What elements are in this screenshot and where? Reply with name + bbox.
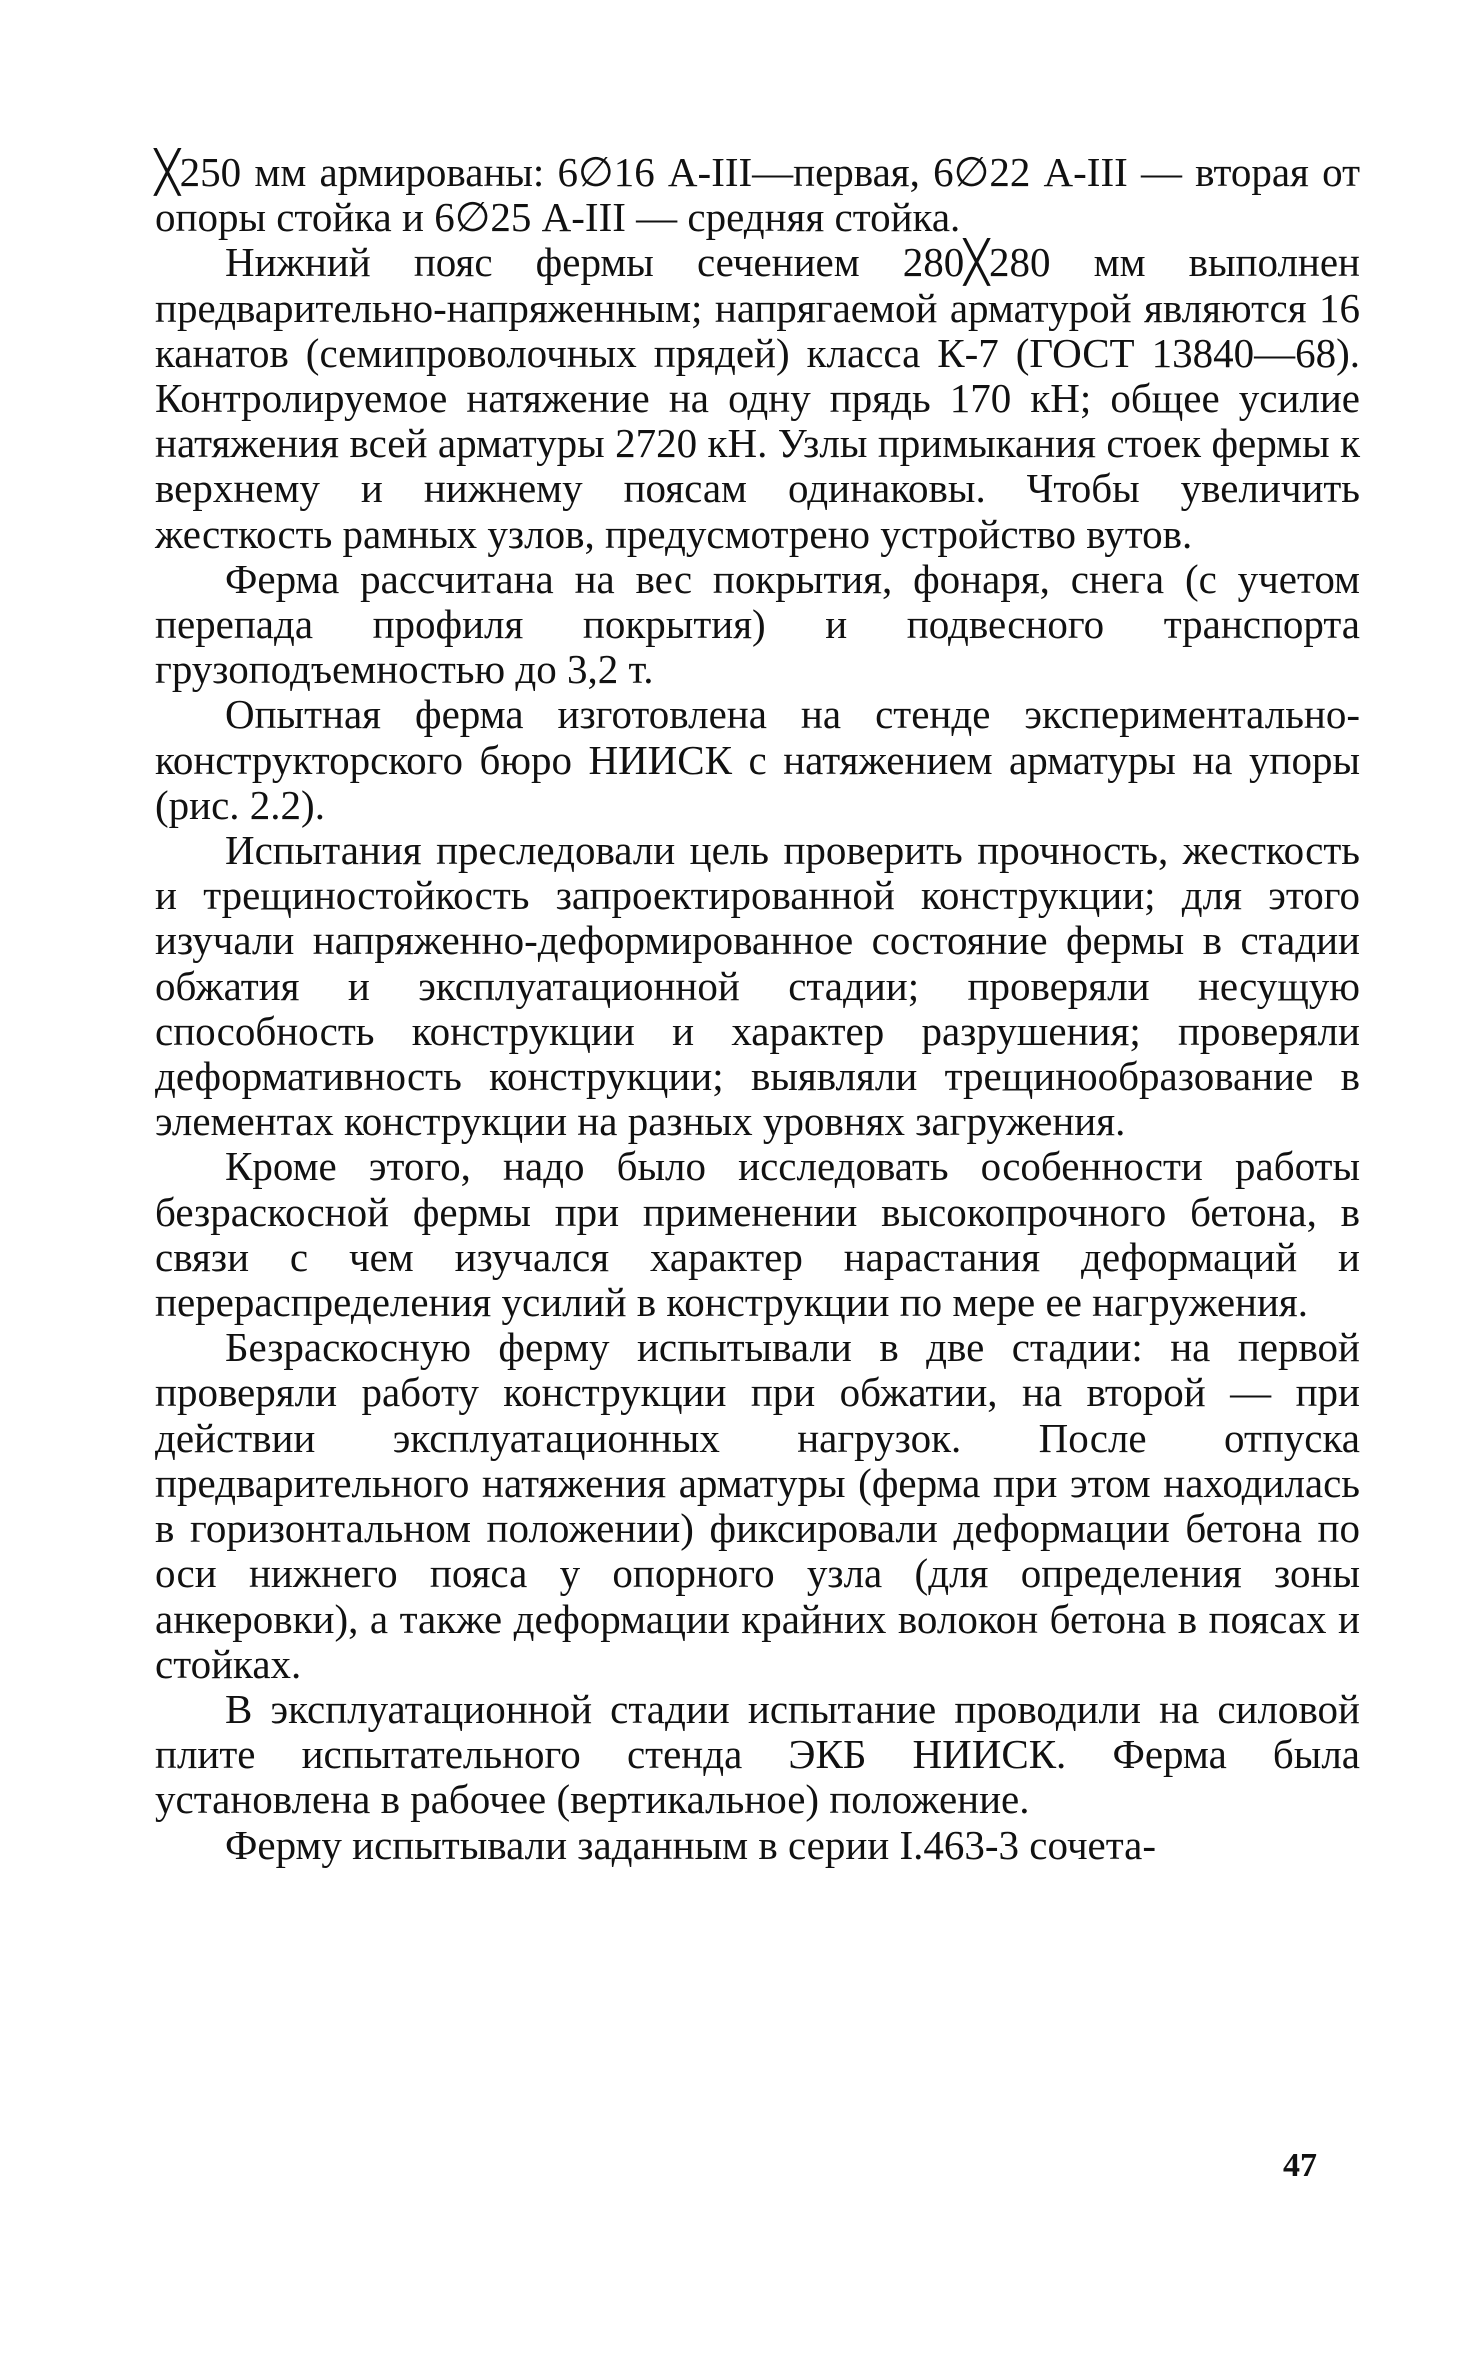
page-body — [155, 150, 1360, 1868]
paragraph-lower-chord: Нижний пояс фермы сечением 280╳280 мм выполнен предварительно-напряженным; напрягаемой арматурой являются 16 канатов (семипроволочных прядей) класса К-7 (ГОСТ 13840—68). Контролируемое натяжение на одну прядь 170 кН; общее усилие натяжения всей арматуры 2720 кН. Узлы примыкания стоек фермы к верхнему и нижнему поясам одинаковы. Чтобы увеличить жесткость рамных узлов, предусмотрено устройство вутов. — [155, 239, 1360, 557]
paragraph-test-stages: Безраскосную ферму испытывали в две стадии: на первой проверяли работу конструкции при обжатии, на второй — при действии эксплуатационных нагрузок. После отпуска предварительного натяжения арматуры (ферма при этом находилась в горизонтальном положении) фиксировали деформации бетона по оси нижнего пояса у опорного узла (для определения зоны анкеровки), а также деформации крайних волокон бетона в поясах и стойках. — [155, 1324, 1360, 1687]
paragraph-design-loads: Ферма рассчитана на вес покрытия, фонаря, снега (с учетом перепада профиля покрытия) и подвесного транспорта грузоподъемностью до 3,2 т. — [155, 555, 1360, 693]
paragraph-operational-stage: В эксплуатационной стадии испытание проводили на силовой плите испытательного стенда ЭКБ НИИСК. Ферма была установлена в рабочее (вертикальное) положение. — [155, 1685, 1360, 1823]
paragraph-continuation: ╳250 мм армированы: 6∅16 А-III—первая, 6∅22 А-III — вторая от опоры стойка и 6∅25 А-III — средняя стойка. — [155, 149, 1360, 241]
paragraph-research-features: Кроме этого, надо было исследовать особенности работы безраскосной фермы при применении высокопрочного бетона, в связи с чем изучался характер нарастания деформаций и перераспределения усилий в конструкции по мере ее нагружения. — [155, 1143, 1360, 1326]
paragraph-prototype: Опытная ферма изготовлена на стенде экспериментально-конструкторского бюро НИИСК с натяжением арматуры на упоры (рис. 2.2). — [155, 691, 1360, 828]
paragraph-load-combinations: Ферму испытывали заданным в серии I.463-3 сочета- — [225, 1821, 1157, 1868]
page-number: 47 — [1283, 2147, 1317, 2184]
paragraph-test-goals: Испытания преследовали цель проверить прочность, жесткость и трещиностойкость запроектированной конструкции; для этого изучали напряженно-деформированное состояние фермы в стадии обжатия и эксплуатационной стадии; проверяли несущую способность конструкции и характер разрушения; проверяли деформативность конструкции; выявляли трещинообразование в элементах конструкции на разных уровнях загружения. — [155, 827, 1360, 1145]
